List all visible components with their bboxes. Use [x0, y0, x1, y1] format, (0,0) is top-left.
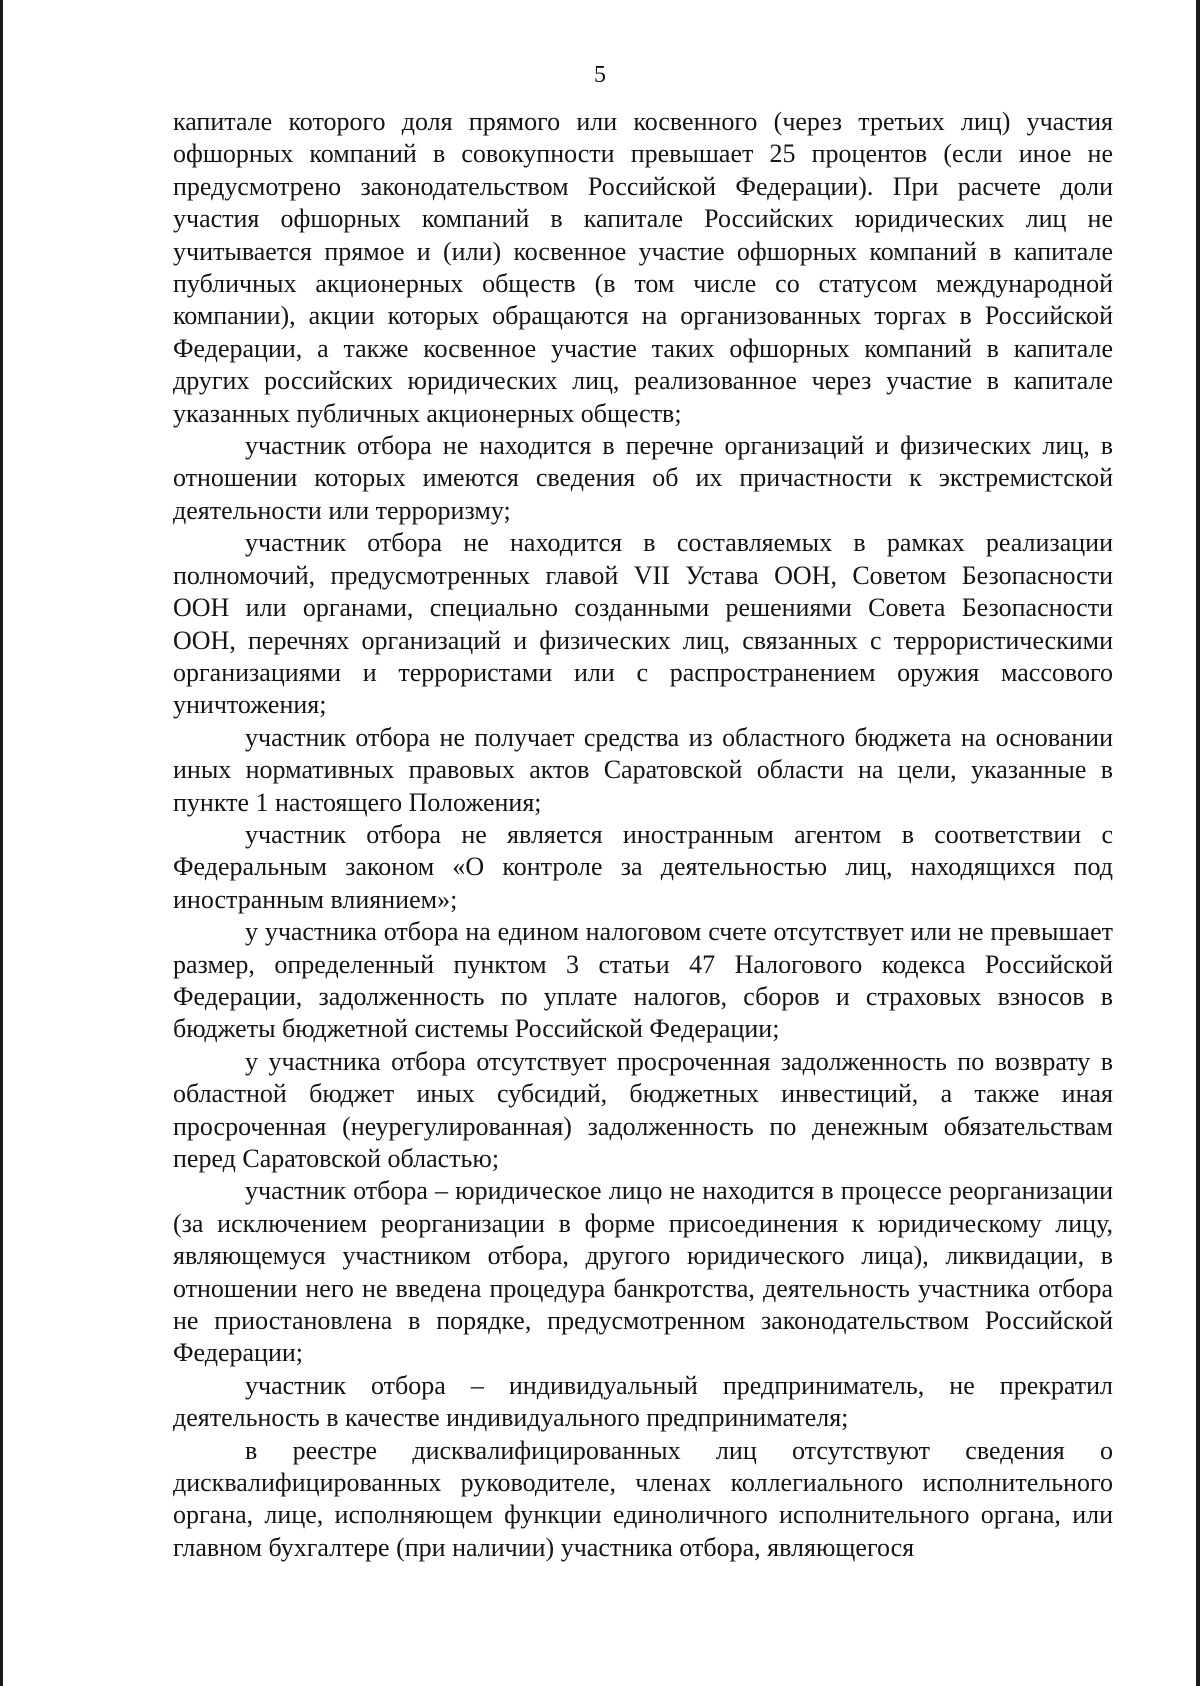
scan-edge-right: [1196, 0, 1200, 1686]
paragraph-overdue-debt: у участника отбора отсутствует просроченная задолженность по возврату в областной бюджет иных субсидий, бюджетных инвестиций, а также иная просроченная (неурегулированная) задолженность по денежным обязательствам перед Саратовской областью;: [173, 1046, 1113, 1173]
paragraph-continuation: капитале которого доля прямого или косвенного (через третьих лиц) участия офшорных компаний в совокупности превышает 25 процентов (если иное не предусмотрено законодательством Российской Федерации). При расчете доли участия офшорных компаний в капитале Российских юридических лиц не учитывается прямое и (или) косвенное участие офшорных компаний в капитале публичных акционерных обществ (в том числе со статусом международной компании), акции которых обращаются на организованных торгах в Российской Федерации, а также косвенное участие таких офшорных компаний в капитале других российских юридических лиц, реализованное через участие в капитале указанных публичных акционерных обществ;: [173, 107, 1113, 428]
paragraph-reorganization: участник отбора – юридическое лицо не находится в процессе реорганизации (за исключением реорганизации в форме присоединения к юридическому лицу, являющемуся участником отбора, другого юридического лица), ликвидации, в отношении него не введена процедура банкротства, деятельность участника отбора не приостановлена в порядке, предусмотренном законодательством Российской Федерации;: [173, 1176, 1113, 1368]
paragraph-regional-budget: участник отбора не получает средства из областного бюджета на основании иных нормативных правовых актов Саратовской области на цели, указанные в пункте 1 настоящего Положения;: [173, 722, 1113, 817]
paragraph-tax-debt: у участника отбора на едином налоговом счете отсутствует или не превышает размер, определенный пунктом 3 статьи 47 Налогового кодекса Российской Федерации, задолженность по уплате налогов, сборов и страховых взносов в бюджеты бюджетной системы Российской Федерации;: [173, 917, 1113, 1044]
paragraph-entrepreneur: участник отбора – индивидуальный предприниматель, не прекратил деятельность в качестве индивидуального предпринимателя;: [173, 1370, 1113, 1433]
paragraph-extremism: участник отбора не находится в перечне организаций и физических лиц, в отношении которых имеются сведения об их причастности к экстремистской деятельности или терроризму;: [173, 431, 1113, 525]
page-number: 5: [594, 62, 606, 88]
paragraph-un-sanctions: участник отбора не находится в составляемых в рамках реализации полномочий, предусмотренных главой VII Устава ООН, Советом Безопасности ООН или органами, специально созданными решениями Совета Безопасности ООН, перечнях организаций и физических лиц, связанных с террористическими организациями и террористами или с распространением оружия массового уничтожения;: [173, 528, 1113, 720]
paragraph-disqualified-registry: в реестре дисквалифицированных лиц отсутствуют сведения о дисквалифицированных руководителе, членах коллегиального исполнительного органа, лице, исполняющем функции единоличного исполнительного органа, или главном бухгалтере (при наличии) участника отбора, являющегося: [173, 1435, 1113, 1562]
paragraph-foreign-agent: участник отбора не является иностранным агентом в соответствии с Федеральным законом «О контроле за деятельностью лиц, находящихся под иностранным влиянием»;: [173, 819, 1113, 914]
scan-edge-left: [0, 0, 3, 1686]
document-body: [173, 106, 1113, 1564]
